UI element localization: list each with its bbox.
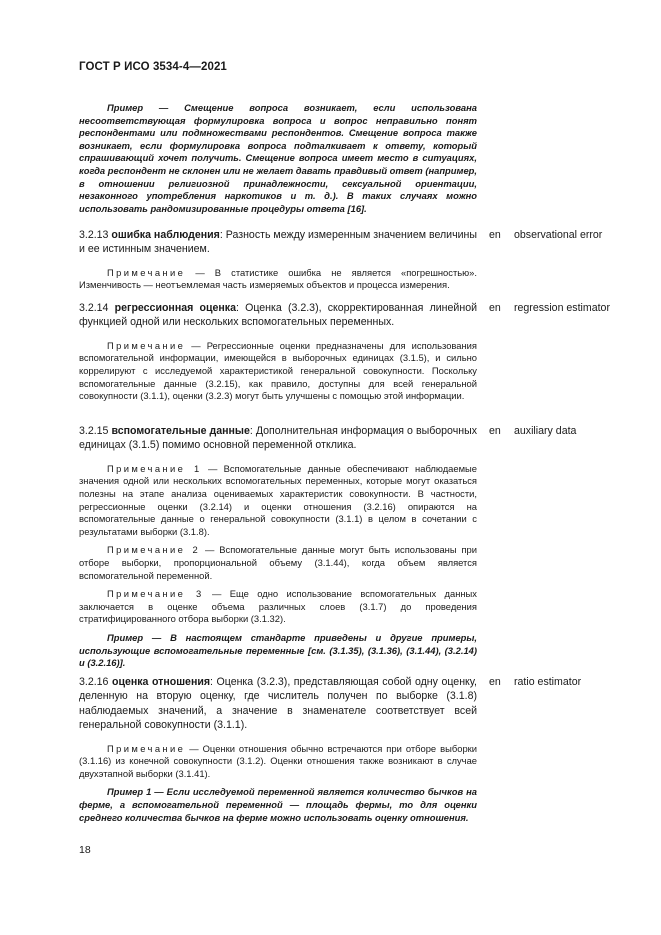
term-note-2 <box>79 544 477 582</box>
term-definition <box>79 675 477 733</box>
term-name: вспомогательные данные <box>111 425 250 437</box>
note-label: Примечание 1 <box>107 462 202 474</box>
term-definition <box>79 301 477 330</box>
term-3-2-14 <box>79 301 477 403</box>
top-example-block <box>79 102 477 215</box>
english-equivalent: ratio estimator <box>514 676 582 688</box>
term-note-1 <box>79 463 477 539</box>
term-definition <box>79 228 477 257</box>
term-example: Пример — В настоящем стандарте приведены и другие примеры, использующие вспомогательные переменные [см. (3.1.35), (3.1.36), (3.1.44), (3.2.14) и (3.2.16)]. <box>79 631 477 669</box>
note-text: — Еще одно использование вспомогательных данных заключается в оценке объема различных слоев (3.1.7) до проведения стратифицированного отбора выборки (3.1.32). <box>79 588 477 625</box>
note-label: Примечание <box>107 266 186 278</box>
term-number: 3.2.14 <box>79 302 109 314</box>
document-header: ГОСТ Р ИСО 3534-4—2021 <box>79 61 227 73</box>
lang-code: en <box>489 425 501 437</box>
note-text: — Вспомогательные данные обеспечивают наблюдаемые значения одной или нескольких вспомогательных переменных, которые могут оказаться полезны на этапе анализа оцениваемых характеристик совокупности. В частности, регрессионные оценки (3.2.14) и оценки отношения (3.2.16) опираются на вспомогательные данные о генеральной совокупности (3.1.1) в целом в сочетании с результатами выборки (3.1.8). <box>79 462 477 537</box>
note-label: Примечание <box>107 742 186 754</box>
term-name: оценка отношения <box>111 676 211 688</box>
term-name: ошибка наблюдения <box>111 229 220 241</box>
example-text: Пример — Смещение вопроса возникает, если использована несоответствующая формулировка вопроса и вопрос неправильно понят респондентами или подмножествами респондентов. Смещение вопроса также возникает, если формулировка вопроса подталкивает к ответу, который спрашивающий хочет получить. Смещение вопроса имеет место в ситуациях, когда респондент не склонен или не желает давать правдивый ответ (например, в отношении религиозной принадлежности, сексуальной ориентации, незаконного употребления наркотиков и т. д.). В таких случаях можно использовать рандомизированные процедуры ответа [16]. <box>79 102 477 214</box>
english-equivalent: observational error <box>514 229 603 241</box>
english-equivalent: auxiliary data <box>514 425 577 437</box>
term-definition <box>79 424 477 453</box>
term-example: Пример 1 — Если исследуемой переменной является количество бычков на ферме, а вспомогательной переменной — площадь фермы, то для оценки среднего количества бычков на ферме можно использовать оценку отношения. <box>79 786 477 823</box>
term-3-2-16 <box>79 675 477 824</box>
term-number: 3.2.13 <box>79 229 109 241</box>
note-label: Примечание 2 <box>107 544 201 556</box>
term-note <box>79 743 477 781</box>
term-name: регрессионная оценка <box>114 302 236 314</box>
note-text: — В статистике ошибка не является «погрешностью». Изменчивость — неотъемлемая часть измеряемых объектов и процесса измерения. <box>79 266 477 291</box>
note-label: Примечание 3 <box>107 588 204 600</box>
term-number: 3.2.16 <box>79 676 109 688</box>
term-note <box>79 267 477 292</box>
term-3-2-15 <box>79 424 477 670</box>
note-label: Примечание <box>107 339 186 351</box>
lang-code: en <box>489 229 501 241</box>
term-number: 3.2.15 <box>79 425 109 437</box>
note-text: — Регрессионные оценки предназначены для использования вспомогательной информации, имеющейся в выборочных единицах (3.1.5), и сильно коррелируют с исследуемой характеристикой генеральной совокупности. Поскольку вспомогательные данные (3.2.15), как правило, доступны для всей генеральной совокупности (3.1.1), оценки (3.2.3) могут быть улучшены с помощью этой информации. <box>79 339 477 402</box>
term-definition-text: : Разность между измеренным значением величины и ее истинным значением. <box>79 229 477 256</box>
page-number: 18 <box>79 844 91 856</box>
lang-code: en <box>489 676 501 688</box>
term-note-3 <box>79 588 477 626</box>
note-text: — Оценки отношения обычно встречаются при отборе выборки (3.1.16) из конечной совокупности (3.1.2). Оценки отношения также возникают в случае двухэтапной выборки (3.1.41). <box>79 742 477 779</box>
note-text: — Вспомогательные данные могут быть использованы при отборе выборки, пропорциональной объему (3.1.44), когда объем является вспомогательной переменной. <box>79 544 477 581</box>
term-definition-text: : Оценка (3.2.3), скорректированная линейной функцией одной или нескольких вспомогательных переменных. <box>79 302 477 329</box>
term-3-2-13 <box>79 228 477 292</box>
lang-code: en <box>489 302 501 314</box>
term-note <box>79 340 477 403</box>
english-equivalent: regression estimator <box>514 302 610 314</box>
term-definition-text: : Оценка (3.2.3), представляющая собой одну оценку, деленную на вторую оценку, где числитель получен по выборке (3.1.8) наблюдаемых значений, а значение в знаменателе соответствует всей генеральной совокупности (3.1.1). <box>79 676 477 732</box>
term-definition-text: : Дополнительная информация о выборочных единицах (3.1.5) помимо основной переменной отклика. <box>79 425 477 452</box>
